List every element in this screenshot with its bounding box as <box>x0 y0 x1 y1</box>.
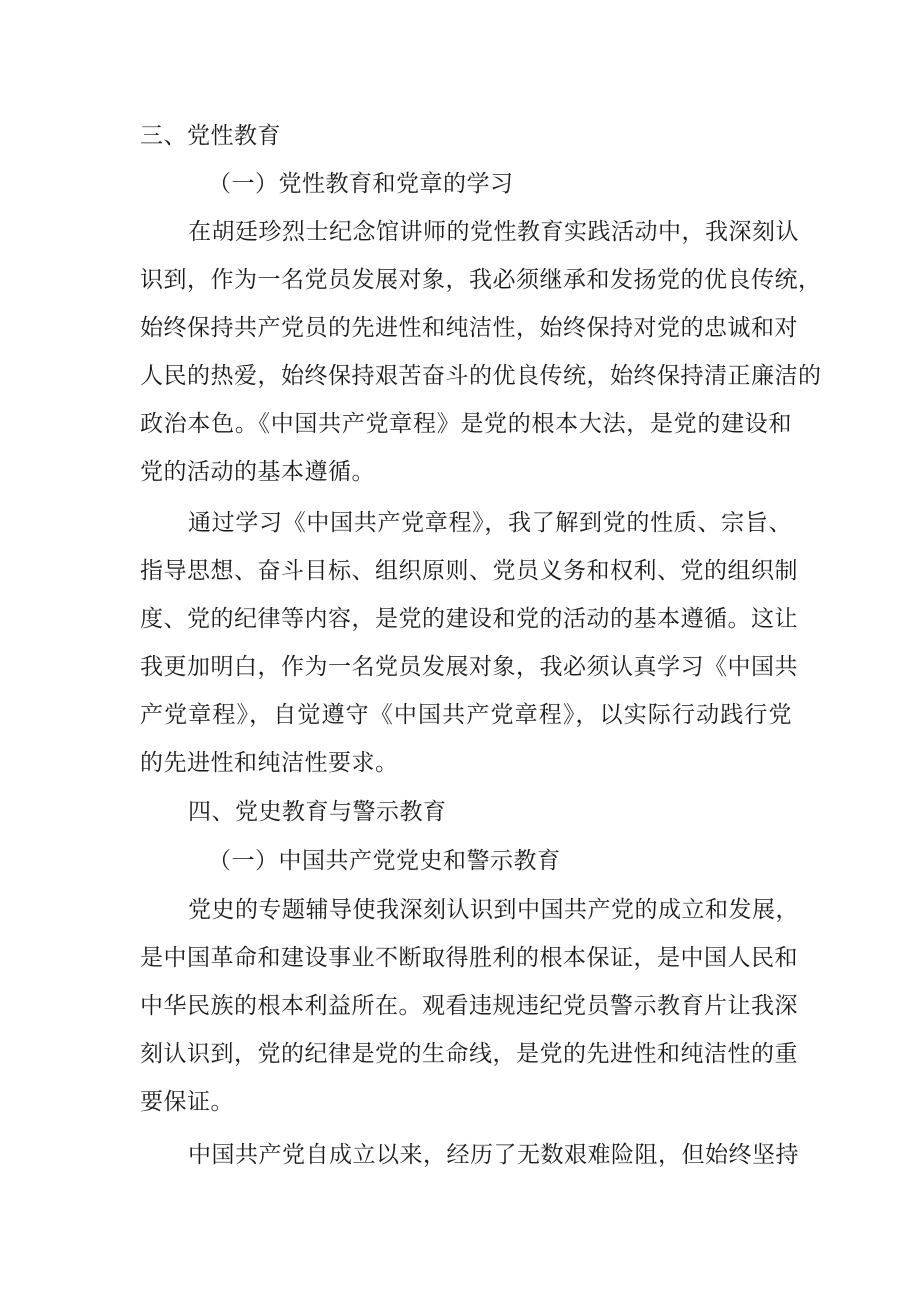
paragraph-line: 党的活动的基本遵循。 <box>140 459 375 485</box>
paragraph-line: 指导思想、奋斗目标、组织原则、党员义务和权利、党的组织制 <box>140 558 798 584</box>
paragraph-line: 政治本色。《中国共产党章程》是党的根本大法，是党的建设和 <box>140 411 792 437</box>
paragraph-line: 的先进性和纯洁性要求。 <box>140 750 399 776</box>
paragraph-line: 刻认识到，党的纪律是党的生命线，是党的先进性和纯洁性的重 <box>140 1041 798 1067</box>
subsection-heading: （一）党性教育和党章的学习 <box>208 171 514 197</box>
section-heading: 四、党史教育与警示教育 <box>188 799 447 825</box>
paragraph-line: 度、党的纪律等内容，是党的建设和党的活动的基本遵循。这让 <box>140 606 798 632</box>
paragraph-line: 产党章程》，自觉遵守《中国共产党章程》，以实际行动践行党 <box>140 702 792 728</box>
paragraph-line: 识到，作为一名党员发展对象，我必须继承和发扬党的优良传统， <box>140 267 822 293</box>
paragraph-line: 是中国革命和建设事业不断取得胜利的根本保证，是中国人民和 <box>140 945 798 971</box>
paragraph-line: 中华民族的根本利益所在。观看违规违纪党员警示教育片让我深 <box>140 993 798 1019</box>
paragraph-line: 始终保持共产党员的先进性和纯洁性，始终保持对党的忠诚和对 <box>140 315 798 341</box>
section-heading: 三、党性教育 <box>140 123 281 149</box>
paragraph-line: 党史的专题辅导使我深刻认识到中国共产党的成立和发展， <box>188 897 799 923</box>
subsection-heading: （一）中国共产党党史和警示教育 <box>208 848 561 874</box>
paragraph-line: 要保证。 <box>140 1089 234 1115</box>
paragraph-line: 人民的热爱，始终保持艰苦奋斗的优良传统，始终保持清正廉洁的 <box>140 363 822 389</box>
paragraph-line: 通过学习《中国共产党章程》，我了解到党的性质、宗旨、 <box>188 510 792 536</box>
paragraph-line: 我更加明白，作为一名党员发展对象，我必须认真学习《中国共 <box>140 654 798 680</box>
paragraph-line: 在胡廷珍烈士纪念馆讲师的党性教育实践活动中，我深刻认 <box>188 219 799 245</box>
paragraph-line: 中国共产党自成立以来，经历了无数艰难险阻，但始终坚持 <box>188 1142 799 1168</box>
